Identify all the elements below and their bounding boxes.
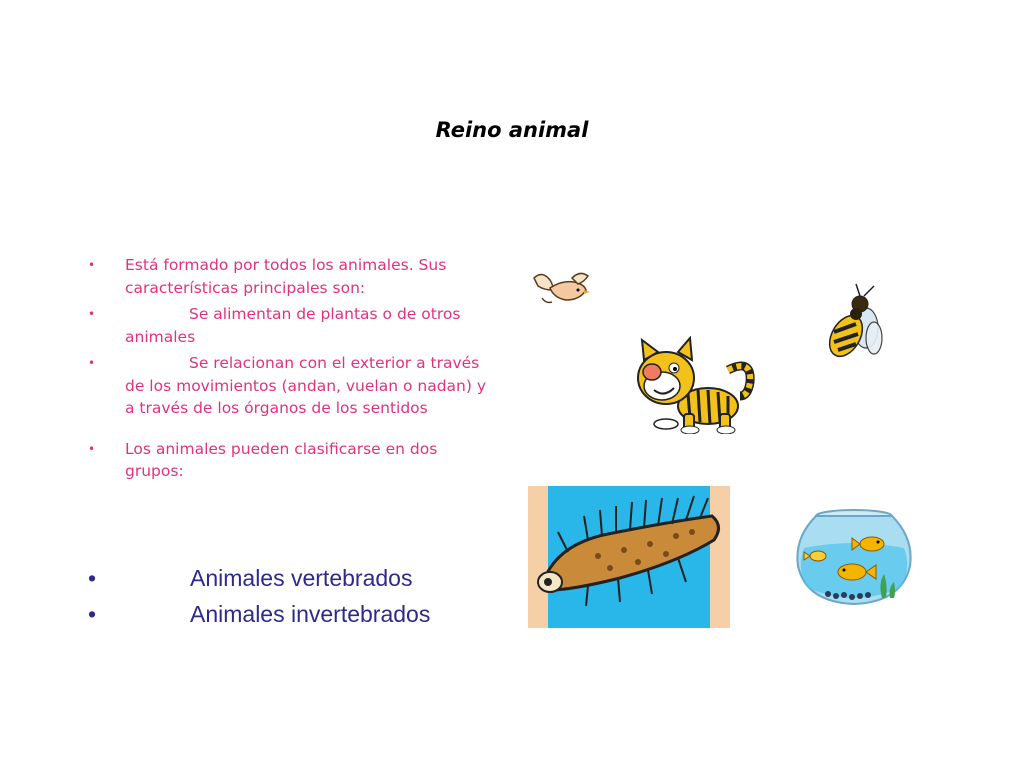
fishbowl-icon — [792, 508, 916, 608]
tiger-cat-icon — [632, 336, 756, 434]
group-text: Animales invertebrados — [190, 601, 431, 627]
group-text: Animales vertebrados — [190, 565, 413, 591]
groups-list — [88, 560, 508, 632]
bullet-marker: • — [88, 565, 97, 591]
bullet-marker: • — [88, 441, 96, 456]
bee-icon — [820, 282, 886, 364]
bullet-text: Se alimentan de plantas o de otros animales — [125, 305, 461, 346]
bird-icon — [528, 268, 592, 310]
list-item — [88, 303, 498, 348]
bullet-marker: • — [88, 258, 96, 272]
list-item — [88, 560, 508, 596]
list-item — [88, 254, 498, 299]
slide-title: Reino animal — [435, 118, 589, 142]
bullet-marker: • — [88, 356, 96, 370]
list-item — [88, 438, 498, 483]
bullet-text: Está formado por todos los animales. Sus características principales son: — [125, 256, 447, 297]
bullet-marker: • — [88, 307, 96, 321]
characteristics-list — [88, 254, 498, 487]
list-item — [88, 352, 498, 420]
list-item — [88, 596, 508, 632]
sea-cucumber-icon — [528, 486, 730, 628]
bullet-text: Se relacionan con el exterior a través de los movimientos (andan, vuelan o nadan) y a través de los órganos de los sentidos — [125, 354, 486, 417]
bullet-text: Los animales pueden clasificarse en dos grupos: — [125, 439, 438, 480]
bullet-marker: • — [88, 601, 97, 627]
